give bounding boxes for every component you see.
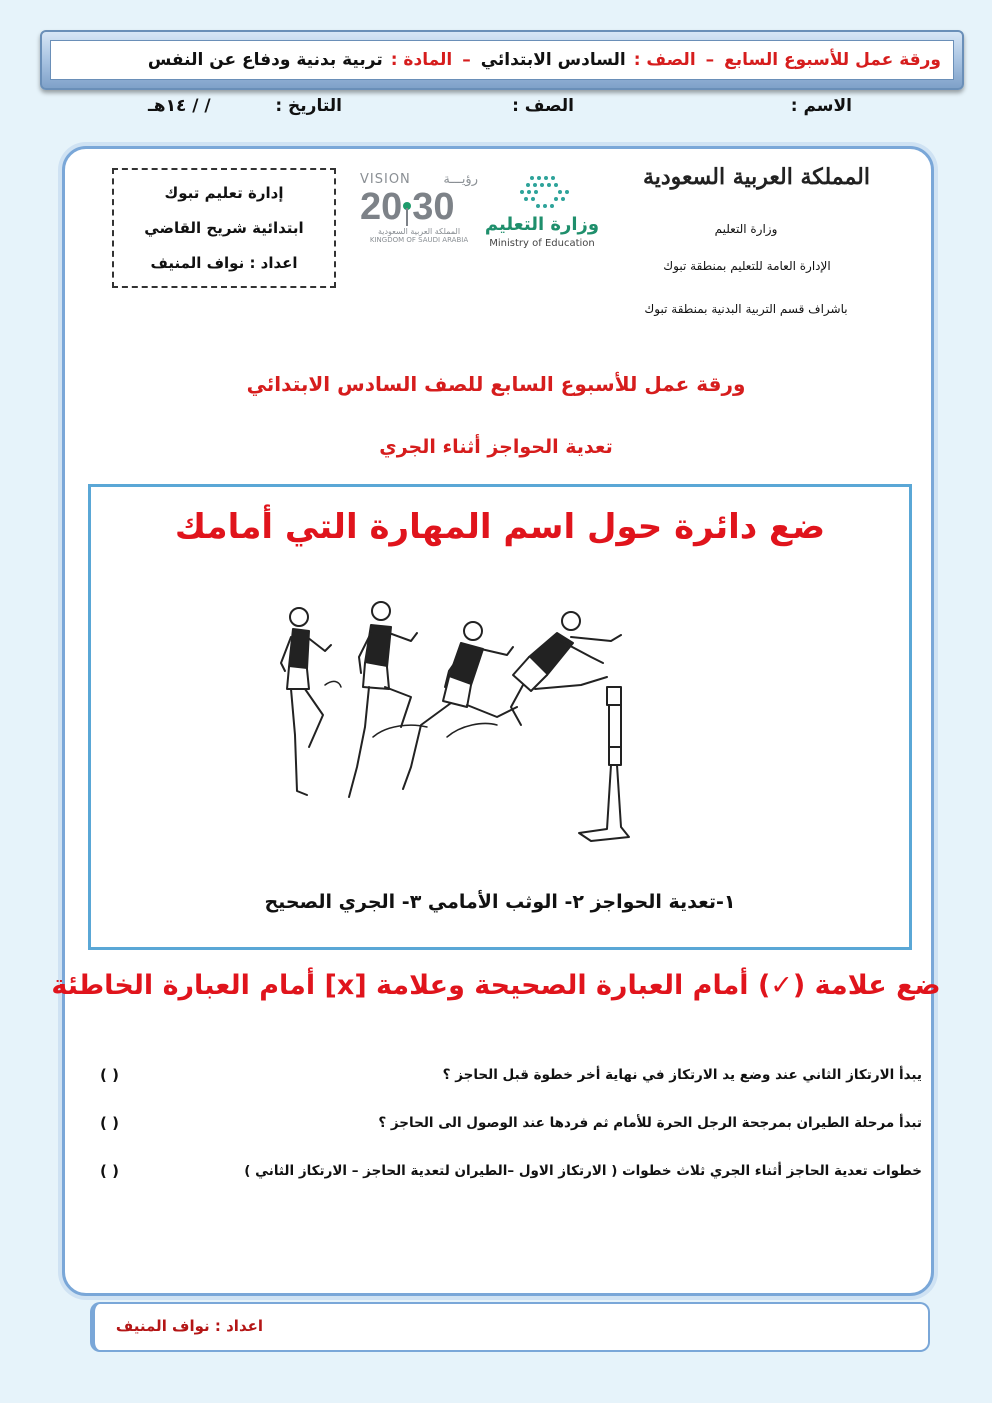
- skill-question-box: [88, 484, 912, 950]
- moe-ar-text: وزارة التعليم: [484, 214, 600, 235]
- school-info-box: [112, 168, 336, 288]
- separator: –: [705, 50, 715, 70]
- palm-emblem-icon: [403, 194, 411, 220]
- header-title-bar: [50, 40, 954, 80]
- skill-question-heading: ضع دائرة حول اسم المهارة التي أمامك: [174, 507, 826, 547]
- worksheet-title: ورقة عمل للأسبوع السابع للصف السادس الابتدائي: [246, 372, 746, 396]
- subject-label: المادة :: [390, 50, 453, 70]
- worksheet-subtitle: تعدية الحواجز أثناء الجري: [379, 436, 613, 458]
- ministry-line-3: باشراف قسم التربية البدنية بمنطقة تبوك: [644, 302, 848, 316]
- vision-ar-text: رؤيـــة: [443, 172, 478, 187]
- runner-figure-4: [511, 612, 621, 725]
- skill-options[interactable]: ١-تعدية الحواجز ٢- الوثب الأمامي ٣- الجري الصحيح: [264, 891, 736, 913]
- runner-figure-3: [403, 622, 517, 789]
- moe-dots-icon: [482, 172, 602, 212]
- answer-blank[interactable]: ( ): [100, 1066, 119, 1084]
- question-row: [100, 1114, 922, 1132]
- vision-kingdom-ar: المملكة العربية السعودية: [377, 227, 461, 236]
- answer-blank[interactable]: ( ): [100, 1162, 119, 1180]
- footer-credit: اعداد : نواف المنيف: [115, 1317, 263, 1335]
- moe-logo: [482, 172, 602, 278]
- prepared-by: اعداد : نواف المنيف: [150, 253, 298, 272]
- header-banner: [40, 30, 964, 90]
- hurdle-jump-illustration: [261, 597, 741, 867]
- ministry-line-1: وزارة التعليم: [714, 222, 778, 236]
- grade-value: السادس الابتدائي: [480, 50, 626, 70]
- name-label: الاسم :: [790, 96, 852, 116]
- vision-year-a: 20: [360, 186, 403, 228]
- school-district: إدارة تعليم تبوك: [164, 184, 284, 203]
- separator: –: [462, 50, 471, 70]
- ministry-line-2: الإدارة العامة للتعليم بمنطقة تبوك: [663, 259, 831, 273]
- question-row: [100, 1162, 922, 1180]
- runner-figure-2: [349, 602, 427, 797]
- vision-kingdom-en: KINGDOM OF SAUDI ARABIA: [369, 236, 469, 244]
- footer-box: [90, 1302, 930, 1352]
- subject-value: تربية بدنية ودفاع عن النفس: [147, 50, 383, 70]
- date-label: التاريخ :: [275, 96, 342, 116]
- moe-en-text: Ministry of Education: [489, 238, 595, 249]
- class-label: الصف :: [512, 96, 574, 116]
- question-text: يبدأ الارتكاز الثاني عند وضع يد الارتكاز في نهاية أخر خطوة قبل الحاجز ؟: [442, 1067, 922, 1083]
- date-value: / / ١٤هـ: [148, 96, 211, 116]
- vision-year-b: 30: [412, 186, 455, 228]
- question-text: تبدأ مرحلة الطيران بمرجحة الرجل الحرة للأمام ثم فردها عند الوصول الى الحاجز ؟: [378, 1115, 922, 1131]
- worksheet-week-title: ورقة عمل للأسبوع السابع: [724, 50, 941, 70]
- hurdle-icon: [579, 687, 629, 841]
- answer-blank[interactable]: ( ): [100, 1114, 119, 1132]
- question-text: خطوات تعدية الحاجز أثناء الجري ثلاث خطوات ( الارتكاز الاول –الطيران لتعدية الحاجز – الارتكاز الثاني ): [244, 1163, 922, 1179]
- question-row: [100, 1066, 922, 1084]
- school-name: ابتدائية شريح القاضي: [144, 218, 304, 237]
- true-false-heading: ضع علامة (✓) أمام العبارة الصحيحة وعلامة [x] أمام العبارة الخاطئة: [51, 970, 941, 1001]
- vision-en-text: VISION: [360, 172, 411, 187]
- runner-figure-1: [281, 608, 341, 795]
- vision-2030-logo: [360, 172, 478, 264]
- grade-label: الصف :: [633, 50, 696, 70]
- kingdom-calligraphy-logo: المملكة العربية السعودية: [642, 164, 870, 190]
